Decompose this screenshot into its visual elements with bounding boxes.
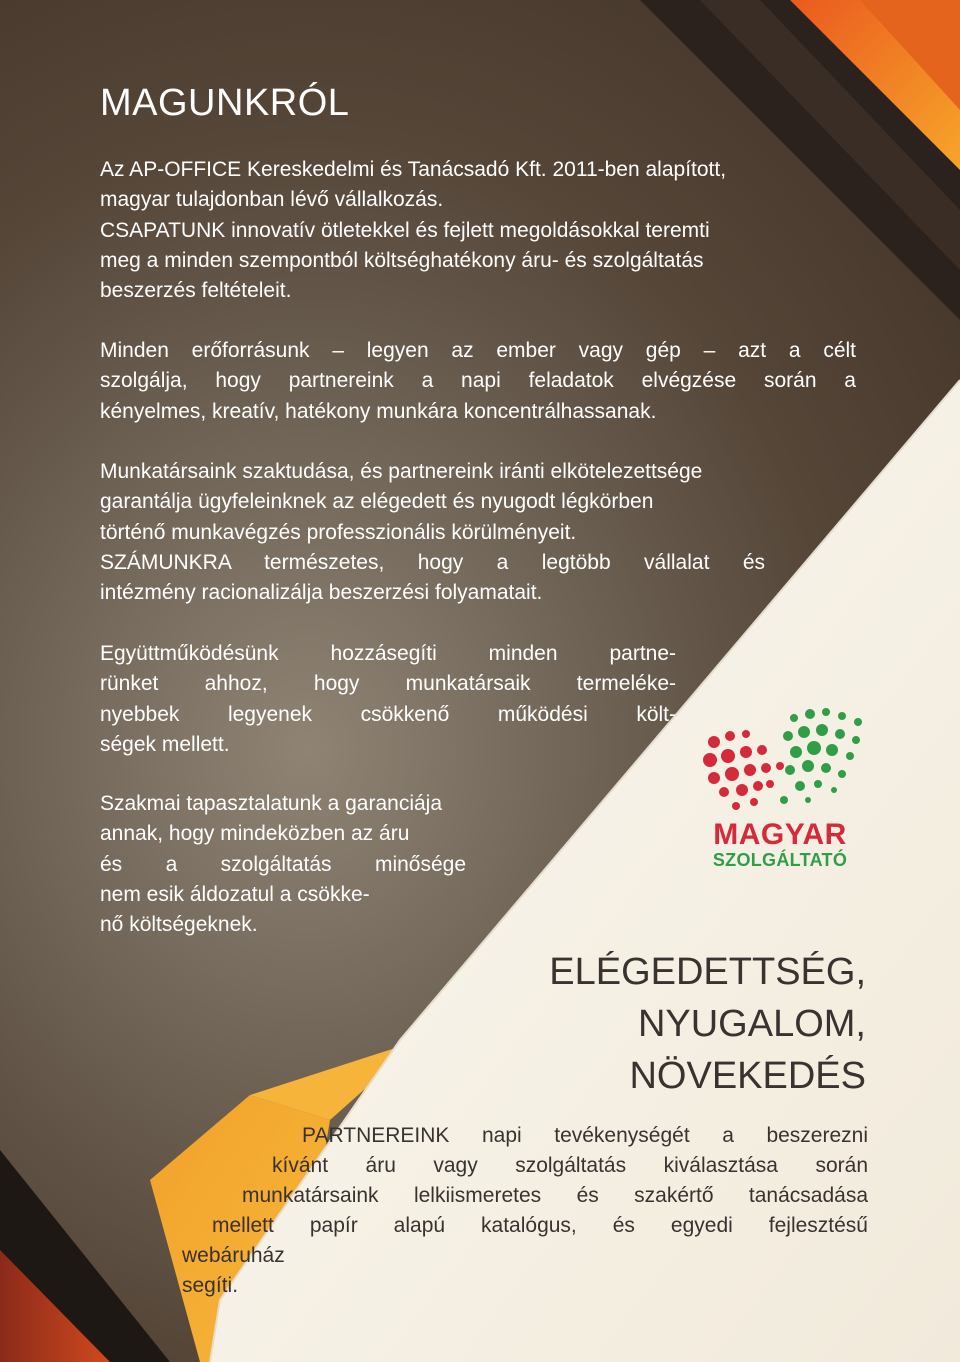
logo-dot (814, 780, 822, 788)
partners-line: kívánt áru vagy szolgáltatás kiválasztása során (272, 1154, 868, 1177)
para3-line: Munkatársaink szaktudása, és partnereink iránti elkötelezettsége (100, 460, 703, 483)
partners-line: munkatársaink lelkiismeretes és szakértő tanácsadása (242, 1184, 868, 1207)
para3-line: SZÁMUNKRA természetes, hogy a legtöbb vállalat és (100, 550, 765, 574)
para5-line: nem esik áldozatul a csökke- (100, 882, 370, 906)
logo-dot (725, 767, 739, 781)
para2-line: kényelmes, kreatív, hatékony munkára koncentrálhassanak. (100, 399, 657, 423)
logo-dot (750, 798, 758, 806)
logo-dot (798, 726, 810, 738)
logo-dot (822, 708, 830, 716)
about-paragraph-4 (100, 639, 676, 760)
logo-dot (732, 802, 740, 810)
logo-dot (790, 746, 802, 758)
para1-line: CSAPATUNK innovatív ötletekkel és fejlett megoldásokkal teremti (100, 218, 710, 242)
partners-line: mellett papír alapú katalógus, és egyedi fejlesztésű (212, 1214, 868, 1237)
logo-dot (852, 736, 860, 744)
logo-dot (761, 763, 771, 773)
para1-line: beszerzés feltételeit. (100, 279, 292, 303)
para2-line: szolgálja, hogy partnereink a napi feladatok elvégzése során a (100, 369, 856, 393)
logo-dot (725, 731, 735, 741)
logo-dot (721, 749, 735, 763)
logo-dots-icon (700, 706, 872, 816)
logo-word-magyar: MAGYAR (713, 818, 847, 851)
logo-word-szolgaltato: SZOLGÁLTATÓ (712, 850, 848, 870)
logo-dot (736, 784, 748, 796)
logo-dot (854, 718, 862, 726)
para4-line: Együttműködésünk hozzásegíti minden partne- (100, 642, 676, 665)
para3-line: intézmény racionalizálja beszerzési folyamatait. (100, 581, 543, 605)
para3-line: történő munkavégzés professzionális körülményeit. (100, 520, 577, 544)
partners-line: webáruház segíti. (182, 1244, 285, 1297)
para1-line: meg a minden szempontból költséghatékony áru- és szolgáltatás (100, 248, 704, 272)
logo-dot (807, 741, 821, 755)
about-paragraph-2 (100, 336, 856, 427)
logo-dot (805, 709, 815, 719)
about-paragraph-5 (100, 789, 526, 940)
logo-dot (742, 730, 750, 738)
logo-dot (757, 745, 767, 755)
logo-dot (703, 753, 717, 767)
logo-dot (795, 781, 805, 791)
logo-dot (783, 731, 793, 741)
logo-dot (708, 772, 720, 784)
para3-line: garantálja ügyfeleinknek az elégedett és nyugodt légkörben (100, 490, 654, 514)
logo-dot (816, 724, 828, 736)
about-heading: MAGUNKRÓL (100, 82, 350, 124)
para1-line: Az AP-OFFICE Kereskedelmi és Tanácsadó Kft. 2011-ben alapított, (100, 158, 727, 181)
para5-line: nő költségeknek. (100, 913, 258, 937)
logo-dot (753, 781, 763, 791)
para5-line: Szakmai tapasztalatunk a garanciája (100, 792, 443, 815)
logo-dot (780, 796, 788, 804)
para4-line: nyebbek legyenek csökkenő működési költ- (100, 702, 676, 726)
logo-dot (821, 763, 831, 773)
logo-dot (740, 746, 752, 758)
logo-dot (835, 729, 845, 739)
logo-dot (846, 752, 854, 760)
para2-line: Minden erőforrásunk – legyen az ember vagy gép – azt a célt (100, 339, 856, 362)
logo-dot (805, 797, 811, 803)
slogan-heading (470, 946, 866, 1102)
slogan-line: NYUGALOM, (637, 1003, 866, 1045)
logo-dot (708, 736, 720, 748)
para5-line: annak, hogy mindeközben az áru (100, 822, 410, 846)
para4-line: ségek mellett. (100, 732, 230, 756)
logo-dot (776, 762, 784, 770)
logo-dot (838, 712, 846, 720)
logo-dot (826, 744, 838, 756)
logo-dot (831, 787, 837, 793)
logo-dot (744, 764, 756, 776)
para4-line: rünket ahhoz, hogy munkatársaik termeléke- (100, 672, 676, 696)
slogan-line: NÖVEKEDÉS (629, 1055, 866, 1097)
about-paragraph-3 (100, 457, 856, 608)
slogan-line: ELÉGEDETTSÉG, (549, 951, 866, 993)
logo-dot (719, 787, 729, 797)
logo-dot (838, 770, 846, 778)
para1-line: magyar tulajdonban lévő vállalkozás. (100, 188, 444, 212)
logo-dot (802, 760, 814, 772)
partners-line: PARTNEREINK napi tevékenységét a beszerezni (302, 1124, 868, 1147)
about-paragraph-1 (100, 155, 870, 306)
logo-dot (785, 765, 795, 775)
logo-dot (766, 780, 774, 788)
magyar-szolgaltato-logo (700, 706, 872, 878)
logo-dot (790, 714, 798, 722)
para5-line: és a szolgáltatás minősége (100, 852, 466, 876)
